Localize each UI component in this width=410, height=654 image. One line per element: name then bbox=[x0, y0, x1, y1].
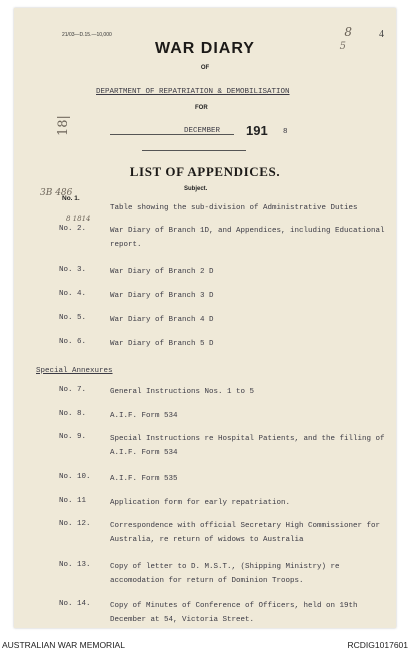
pencil-scribble: 3B 486 bbox=[40, 188, 73, 198]
record-id: RCDIG1017601 bbox=[347, 640, 408, 650]
of-label: OF bbox=[200, 65, 210, 71]
page-title: WAR DIARY bbox=[155, 40, 255, 57]
entry-description: Table showing the sub-division of Administrative Duties bbox=[110, 204, 358, 212]
entry-description: A.I.F. Form 534 bbox=[110, 412, 178, 420]
entry-number: No. 3. bbox=[59, 266, 87, 274]
entry-number: No. 2. bbox=[59, 225, 87, 233]
list-title: LIST OF APPENDICES. bbox=[129, 164, 281, 179]
entry-number: No. 14. bbox=[59, 600, 91, 608]
print-code: 21/03—D.15.—10,000 bbox=[62, 32, 112, 38]
entry-description: Copy of letter to D. M.S.T., (Shipping Ministry) re accomodation for return of Dominion Troops. bbox=[110, 563, 340, 585]
entry-description: War Diary of Branch 4 D bbox=[110, 316, 214, 324]
entry-number: No. 6. bbox=[59, 338, 87, 346]
entry-description: War Diary of Branch 5 D bbox=[110, 340, 214, 348]
entry-description: General Instructions Nos. 1 to 5 bbox=[110, 388, 255, 396]
margin-pencil-note: 18| bbox=[56, 115, 71, 136]
entry-number: No. 7. bbox=[59, 386, 87, 394]
entry-number: No. 5. bbox=[59, 314, 87, 322]
entry-description: War Diary of Branch 3 D bbox=[110, 292, 214, 300]
subject-label: Subject. bbox=[184, 186, 208, 192]
entry-description: Special Instructions re Hospital Patients, and the filling of A.I.F. Form 534 bbox=[110, 435, 385, 457]
entry-number: No. 4. bbox=[59, 290, 87, 298]
page-number: 4 bbox=[379, 29, 384, 40]
for-label: FOR bbox=[195, 105, 208, 111]
pencil-annotation-2: 5 bbox=[339, 41, 346, 52]
pencil-annotation: 8 bbox=[344, 25, 352, 39]
pencil-scribble-2: 8 1814 bbox=[66, 215, 91, 223]
year-digit: 8 bbox=[283, 128, 288, 136]
entry-number: No. 12. bbox=[59, 520, 91, 528]
entry-number: No. 11 bbox=[59, 497, 87, 505]
entry-description: War Diary of Branch 2 D bbox=[110, 268, 214, 276]
divider bbox=[142, 150, 246, 151]
entry-number: No. 13. bbox=[59, 561, 91, 569]
entry-number: No. 9. bbox=[59, 433, 87, 441]
entry-number: No. 10. bbox=[59, 473, 91, 481]
archive-credit: AUSTRALIAN WAR MEMORIAL bbox=[2, 640, 125, 650]
entry-description: A.I.F. Form 535 bbox=[110, 475, 178, 483]
entry-description: Application form for early repatriation. bbox=[110, 499, 291, 507]
department-name: DEPARTMENT OF REPATRIATION & DEMOBILISATION bbox=[96, 88, 290, 96]
entry-description: Correspondence with official Secretary High Commissioner for Australia, re return of widows to Australia bbox=[110, 522, 381, 544]
month-text: DECEMBER bbox=[184, 127, 221, 135]
entry-number: No. 8. bbox=[59, 410, 87, 418]
special-annexures-heading: Special Annexures bbox=[36, 367, 113, 375]
entry-description: War Diary of Branch 1D, and Appendices, including Educational report. bbox=[110, 227, 385, 249]
diary-page bbox=[14, 8, 396, 628]
year-prefix: 191 bbox=[246, 123, 268, 138]
entry-number: No. 1. bbox=[62, 195, 80, 202]
entry-description: Copy of Minutes of Conference of Officers, held on 19th December at 54, Victoria Street. bbox=[110, 602, 358, 624]
